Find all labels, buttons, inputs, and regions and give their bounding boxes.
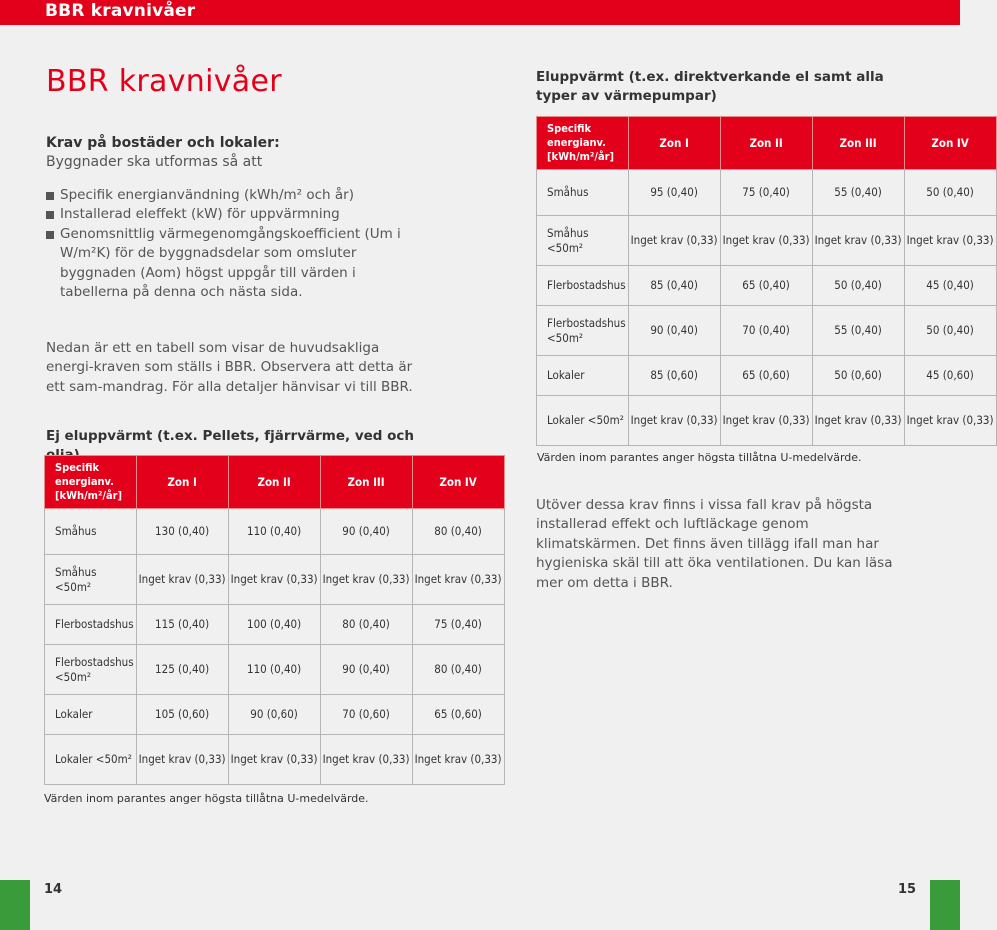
table-not-electric bbox=[44, 455, 505, 785]
row-label: Småhus bbox=[45, 509, 137, 555]
page-title: BBR kravnivåer bbox=[46, 64, 282, 99]
table-cell: 75 (0,40) bbox=[412, 605, 504, 645]
table-row bbox=[537, 396, 997, 446]
table-cell: Inget krav (0,33) bbox=[904, 216, 996, 266]
additional-requirements-paragraph: Utöver dessa krav finns i vissa fall krav på högsta installerad effekt och luftläckage genom klimatskärmen. Det finns även tillägg ifall man har hygieniska skäl till att öka ventilationen. Du kan läsa mer om detta i BBR. bbox=[536, 497, 893, 591]
table-cell: 55 (0,40) bbox=[812, 306, 904, 356]
column-header: Specifik energianv. [kWh/m²/år] bbox=[537, 117, 629, 170]
list-item bbox=[46, 225, 426, 303]
table-cell: Inget krav (0,33) bbox=[412, 735, 504, 785]
table-cell: 50 (0,40) bbox=[812, 266, 904, 306]
row-label: Flerbostadshus <50m² bbox=[537, 306, 629, 356]
column-header: Zon IV bbox=[412, 456, 504, 509]
table-cell: 110 (0,40) bbox=[228, 645, 320, 695]
table-cell: Inget krav (0,33) bbox=[628, 396, 720, 446]
row-label: Flerbostadshus bbox=[537, 266, 629, 306]
table-cell: 90 (0,60) bbox=[228, 695, 320, 735]
list-item-text: Specifik energianvändning (kWh/m² och år) bbox=[60, 187, 354, 203]
page-number-left: 14 bbox=[44, 882, 63, 897]
table-cell: Inget krav (0,33) bbox=[228, 735, 320, 785]
section-title-not-electric: Ej eluppvärmt (t.ex. Pellets, fjärrvärme, ved och bbox=[46, 428, 415, 444]
table-cell: Inget krav (0,33) bbox=[320, 735, 412, 785]
row-label: Lokaler bbox=[537, 356, 629, 396]
table-row bbox=[537, 266, 997, 306]
table-cell: 90 (0,40) bbox=[320, 509, 412, 555]
table-cell: 80 (0,40) bbox=[412, 509, 504, 555]
table-row bbox=[45, 605, 505, 645]
page-number-right: 15 bbox=[898, 882, 917, 897]
table-cell: 125 (0,40) bbox=[136, 645, 228, 695]
table-row bbox=[537, 216, 997, 266]
table-row bbox=[45, 509, 505, 555]
table-cell: 50 (0,40) bbox=[904, 306, 996, 356]
table-cell: 50 (0,60) bbox=[812, 356, 904, 396]
table-cell: Inget krav (0,33) bbox=[628, 216, 720, 266]
intro-heading: Krav på bostäder och lokaler: bbox=[46, 135, 280, 151]
table-cell: Inget krav (0,33) bbox=[228, 555, 320, 605]
table-note: Värden inom parantes anger högsta tillåtna U-medelvärde. bbox=[537, 451, 862, 464]
table-header-row bbox=[537, 117, 997, 170]
requirement-list bbox=[46, 186, 426, 302]
row-label: Lokaler <50m² bbox=[45, 735, 137, 785]
table-cell: 85 (0,40) bbox=[628, 266, 720, 306]
list-item-text: Genomsnittlig värmegenomgångskoefficient (Um i W/m²K) för de byggnadsdelar som omsluter byggnaden (Aom) högst uppgår till värden i tabellerna på denna och nästa sida. bbox=[60, 225, 401, 301]
table-cell: 115 (0,40) bbox=[136, 605, 228, 645]
table-cell: 130 (0,40) bbox=[136, 509, 228, 555]
bullet-square-icon bbox=[46, 211, 54, 219]
table-cell: 105 (0,60) bbox=[136, 695, 228, 735]
table-row bbox=[537, 306, 997, 356]
table-cell: 55 (0,40) bbox=[812, 170, 904, 216]
green-corner-marker bbox=[0, 880, 30, 930]
column-header: Zon II bbox=[228, 456, 320, 509]
table-cell: Inget krav (0,33) bbox=[720, 216, 812, 266]
table-header-row bbox=[45, 456, 505, 509]
table-cell: 110 (0,40) bbox=[228, 509, 320, 555]
table-cell: 70 (0,40) bbox=[720, 306, 812, 356]
table-cell: 80 (0,40) bbox=[320, 605, 412, 645]
table-cell: 75 (0,40) bbox=[720, 170, 812, 216]
column-header: Zon II bbox=[720, 117, 812, 170]
column-header: Zon III bbox=[320, 456, 412, 509]
table-cell: Inget krav (0,33) bbox=[904, 396, 996, 446]
row-label: Småhus <50m² bbox=[45, 555, 137, 605]
column-header: Zon I bbox=[136, 456, 228, 509]
table-row bbox=[45, 695, 505, 735]
intro-paragraph: Nedan är ett en tabell som visar de huvudsakliga energi-kraven som ställs i BBR. Observera att detta är ett sam-mandrag. För alla detaljer hänvisar vi till BBR. bbox=[46, 340, 413, 395]
table-cell: 65 (0,60) bbox=[412, 695, 504, 735]
green-corner-marker bbox=[930, 880, 960, 930]
row-label: Flerbostadshus <50m² bbox=[45, 645, 137, 695]
table-cell: 80 (0,40) bbox=[412, 645, 504, 695]
list-item bbox=[46, 205, 426, 224]
bullet-square-icon bbox=[46, 231, 54, 239]
table-electric bbox=[536, 116, 997, 446]
row-label: Lokaler <50m² bbox=[537, 396, 629, 446]
table-cell: 85 (0,60) bbox=[628, 356, 720, 396]
table-cell: 90 (0,40) bbox=[320, 645, 412, 695]
table-cell: 90 (0,40) bbox=[628, 306, 720, 356]
column-header: Zon IV bbox=[904, 117, 996, 170]
table-cell: Inget krav (0,33) bbox=[136, 735, 228, 785]
table-note: Värden inom parantes anger högsta tillåtna U-medelvärde. bbox=[44, 792, 369, 805]
row-label: Småhus bbox=[537, 170, 629, 216]
table-cell: 100 (0,40) bbox=[228, 605, 320, 645]
table-cell: 45 (0,60) bbox=[904, 356, 996, 396]
column-header: Zon I bbox=[628, 117, 720, 170]
table-row bbox=[45, 555, 505, 605]
table-cell: 95 (0,40) bbox=[628, 170, 720, 216]
table-cell: Inget krav (0,33) bbox=[812, 216, 904, 266]
table-cell: 70 (0,60) bbox=[320, 695, 412, 735]
column-header: Zon III bbox=[812, 117, 904, 170]
table-cell: 45 (0,40) bbox=[904, 266, 996, 306]
row-label: Flerbostadshus bbox=[45, 605, 137, 645]
table-cell: Inget krav (0,33) bbox=[412, 555, 504, 605]
section-title-electric: Eluppvärmt (t.ex. direktverkande el samt alla typer av värmepumpar) bbox=[536, 69, 884, 104]
table-row bbox=[45, 735, 505, 785]
table-row bbox=[45, 645, 505, 695]
table-cell: 65 (0,60) bbox=[720, 356, 812, 396]
row-label: Småhus <50m² bbox=[537, 216, 629, 266]
row-label: Lokaler bbox=[45, 695, 137, 735]
header-bar bbox=[0, 0, 960, 25]
table-cell: Inget krav (0,33) bbox=[320, 555, 412, 605]
table-cell: Inget krav (0,33) bbox=[812, 396, 904, 446]
table-cell: 50 (0,40) bbox=[904, 170, 996, 216]
header-title: BBR kravnivåer bbox=[45, 1, 196, 21]
list-item bbox=[46, 186, 426, 205]
table-row bbox=[537, 170, 997, 216]
table-row bbox=[537, 356, 997, 396]
table-cell: Inget krav (0,33) bbox=[136, 555, 228, 605]
bullet-square-icon bbox=[46, 192, 54, 200]
list-item-text: Installerad eleffekt (kW) för uppvärmning bbox=[60, 206, 340, 223]
table-cell: Inget krav (0,33) bbox=[720, 396, 812, 446]
column-header: Specifik energianv. [kWh/m²/år] bbox=[45, 456, 137, 509]
intro-subtitle: Byggnader ska utformas så att bbox=[46, 154, 263, 170]
table-cell: 65 (0,40) bbox=[720, 266, 812, 306]
